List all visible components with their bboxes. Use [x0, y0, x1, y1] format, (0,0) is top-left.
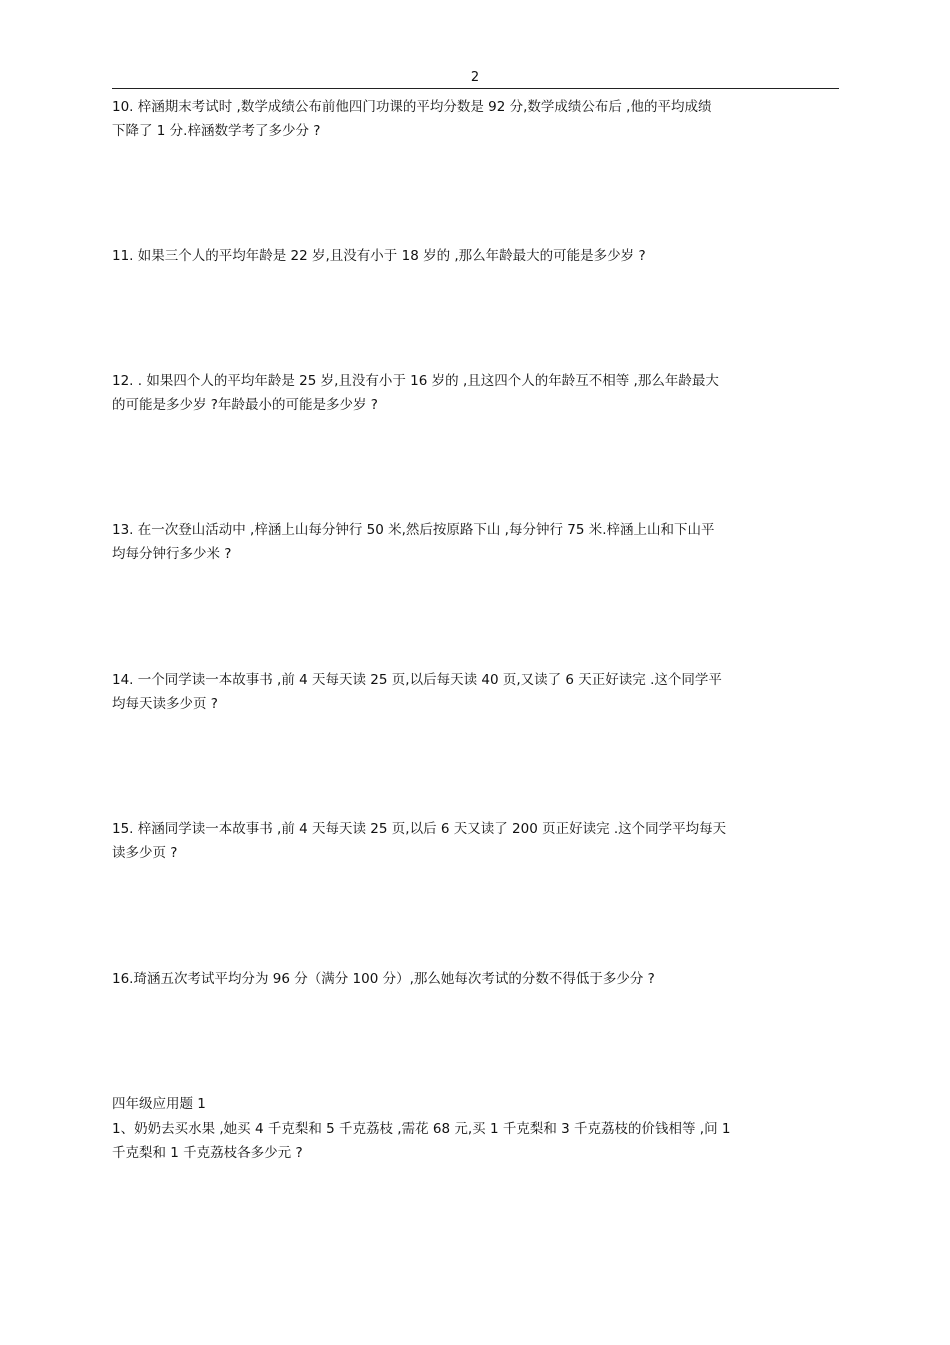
- question-line: 13. 在一次登山活动中 ,梓涵上山每分钟行 50 米,然后按原路下山 ,每分钟行 75 米.梓涵上山和下山平: [112, 522, 715, 538]
- question-line: 15. 梓涵同学读一本故事书 ,前 4 天每天读 25 页,以后 6 天又读了 200 页正好读完 .这个同学平均每天: [112, 821, 727, 837]
- question-line: 的可能是多少岁 ?年龄最小的可能是多少岁 ?: [112, 397, 378, 413]
- question-line: 16.琦涵五次考试平均分为 96 分（满分 100 分）,那么她每次考试的分数不得低于多少分 ?: [112, 971, 655, 987]
- question-line: 14. 一个同学读一本故事书 ,前 4 天每天读 25 页,以后每天读 40 页,又读了 6 天正好读完 .这个同学平: [112, 672, 722, 688]
- question-line: 11. 如果三个人的平均年龄是 22 岁,且没有小于 18 岁的 ,那么年龄最大的可能是多少岁 ?: [112, 248, 646, 264]
- page-number: 2: [470, 70, 480, 85]
- question-15: [112, 817, 839, 865]
- question-line: 1、奶奶去买水果 ,她买 4 千克梨和 5 千克荔枝 ,需花 68 元,买 1 千克梨和 3 千克荔枝的价钱相等 ,问 1: [112, 1121, 731, 1137]
- question-line: 读多少页 ?: [112, 845, 178, 861]
- section-title: 四年级应用题 1: [112, 1096, 206, 1112]
- question-14: [112, 668, 839, 716]
- question-12: [112, 369, 839, 417]
- question-line: 12. . 如果四个人的平均年龄是 25 岁,且没有小于 16 岁的 ,且这四个人的年龄互不相等 ,那么年龄最大: [112, 373, 719, 389]
- question-11: [112, 244, 839, 268]
- question-13: [112, 518, 839, 566]
- question-line: 千克梨和 1 千克荔枝各多少元 ?: [112, 1145, 303, 1161]
- header-rule: [112, 88, 839, 89]
- question-10: [112, 95, 839, 143]
- section-question-1: [112, 1117, 839, 1165]
- question-line: 10. 梓涵期末考试时 ,数学成绩公布前他四门功课的平均分数是 92 分,数学成绩公布后 ,他的平均成绩: [112, 99, 712, 115]
- question-16: [112, 967, 839, 991]
- question-line: 下降了 1 分.梓涵数学考了多少分 ?: [112, 123, 321, 139]
- question-line: 均每分钟行多少米 ?: [112, 546, 232, 562]
- question-line: 均每天读多少页 ?: [112, 696, 218, 712]
